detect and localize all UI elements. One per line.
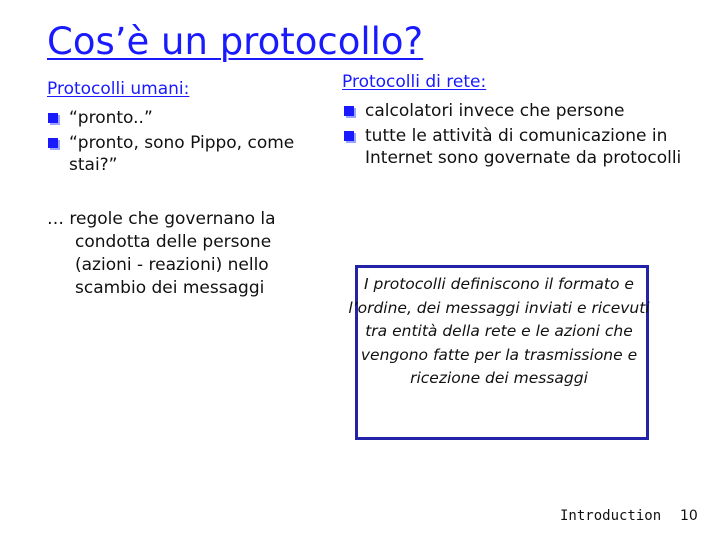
page-number: 10 [680, 508, 698, 524]
bullet-text: calcolatori invece che persone [365, 101, 625, 121]
bullet-text: “pronto..” [69, 108, 153, 128]
list-item [46, 132, 326, 176]
bullet-text: “pronto, sono Pippo, come stai?” [69, 133, 295, 175]
rules-text: … regole che governano la condotta delle persone (azioni - reazioni) nello scambio dei messaggi [47, 209, 276, 298]
square-bullet-icon [48, 138, 58, 148]
bullet-text: tutte le attività di comunicazione in Internet sono governate da protocolli [365, 126, 682, 168]
human-protocols-heading: Protocolli umani: [47, 79, 190, 99]
square-bullet-icon [344, 131, 354, 141]
network-protocols-list [342, 100, 714, 172]
footer-label: Introduction [560, 508, 662, 524]
slide-title: Cos’è un protocollo? [47, 20, 424, 63]
list-item [46, 107, 326, 129]
human-protocols-list [46, 107, 326, 179]
list-item [342, 125, 714, 169]
list-item [342, 100, 714, 122]
square-bullet-icon [48, 113, 58, 123]
network-protocols-heading: Protocolli di rete: [342, 72, 487, 92]
square-bullet-icon [344, 106, 354, 116]
definition-text: I protocolli definiscono il formato e l’ordine, dei messaggi inviati e ricevuti tra entità della rete e le azioni che vengono fatte per la trasmissione e ricezione dei messaggi [348, 275, 650, 387]
